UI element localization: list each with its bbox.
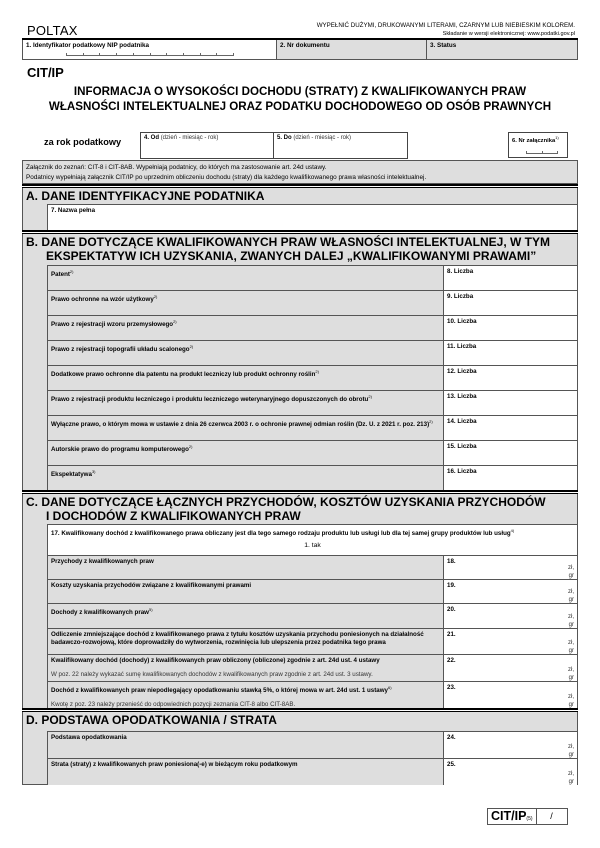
info-line-1: Załącznik do zeznań: CIT-8 i CIT-8AB. Wypełniają podatnicy, do których ma zastosowanie art. 24d ustawy. [26, 164, 327, 171]
count-field-14[interactable]: 14. Liczba [444, 416, 577, 440]
instruction-line-1: WYPEŁNIĆ DUŻYMI, DRUKOWANYMI LITERAMI, CZARNYM LUB NIEBIESKIM KOLOREM. [316, 22, 575, 29]
count-field-12[interactable]: 12. Liczba [444, 366, 577, 390]
full-name-field[interactable] [47, 204, 577, 230]
count-field-15[interactable]: 15. Liczba [444, 441, 577, 465]
ip-rights-list [47, 265, 577, 490]
ip-row-industrial-design: Prawo z rejestracji wzoru przemysłowego$^{2)}$ 10. Liczba [47, 315, 577, 340]
attachment-number-ticks [526, 151, 558, 154]
date-from-field[interactable] [140, 132, 274, 159]
option-yes-checkbox[interactable]: 1. tak [304, 542, 321, 550]
tax-base-rows [47, 731, 577, 785]
full-name-label: 7. Nazwa pełna [51, 207, 96, 214]
instruction-line-2: Składanie w wersji elektronicznej: www.podatki.gov.pl [442, 31, 575, 37]
amount-field-24[interactable]: 24. zł, gr [444, 732, 577, 758]
ip-row-patent: Patent$^{2)}$ 8. Liczba [47, 265, 577, 290]
status-field [427, 40, 577, 59]
attachment-number-label: 6. Nr załącznika [512, 137, 556, 144]
section-d [22, 712, 578, 785]
info-line-2: Podatnicy wypełniają załącznik CIT/IP po uprzednim obliczeniu dochodu (straty) dla każdego kwalifikowanego prawa własności intelektualnej. [26, 174, 427, 181]
qualified-income-method-field: 17. Kwalifikowany dochód z kwalifikowanego prawa obliczany jest dla tego samego rodzaju produktu lub usługi lub dla tej samej grupy produktów lub usług$^{4)}$ 1. tak [47, 524, 577, 555]
count-field-11[interactable]: 11. Liczba [444, 341, 577, 365]
tax-year-label: za rok podatkowy [44, 137, 122, 147]
document-number-label: 2. Nr dokumentu [280, 42, 330, 49]
ip-row-supplementary-protection: Dodatkowe prawo ochronne dla patentu na produkt leczniczy lub produkt ochronny roślin$^{2)}$ 12. Liczba [47, 365, 577, 390]
page-number: / [550, 811, 553, 821]
fill-instructions [317, 22, 575, 38]
section-d-title: D. PODSTAWA OPODATKOWANIA / STRATA [26, 713, 277, 727]
amount-field-22[interactable]: 22. zł, gr [444, 655, 577, 681]
date-from-hint: (dzień - miesiąc - rok) [160, 135, 219, 141]
section-b-title: B. DANE DOTYCZĄCE KWALIFIKOWANYCH PRAW WŁASNOŚCI INTELEKTUALNEJ, W TYM EKSPEKTATYW ICH UZYSKANIA, ZWANYCH DALEJ „KWALIFIKOWANYMI PRAWAMI” [26, 235, 550, 263]
attachment-number-field[interactable]: 6. Nr załącznika$^{1)}$ [508, 132, 568, 158]
amount-field-23[interactable]: 23. zł, gr [444, 682, 577, 708]
income-row-costs: Koszty uzyskania przychodów związane z kwalifikowanymi prawami 19. zł, gr [47, 579, 577, 603]
amount-field-21[interactable]: 21. zł, gr [444, 629, 577, 654]
count-field-9[interactable]: 9. Liczba [444, 291, 577, 315]
ip-row-plant-variety: Wyłączne prawo, o którym mowa w ustawie z dnia 26 czerwca 2003 r. o ochronie prawnej odmian roślin (Dz. U. z 2021 r. poz. 213)$^{2)}$ 14. Liczba [47, 415, 577, 440]
income-row-revenue: Przychody z kwalifikowanych praw 18. zł, gr [47, 555, 577, 579]
form-main-title: INFORMACJA O WYSOKOŚCI DOCHODU (STRATY) Z KWALIFIKOWANYCH PRAW WŁASNOŚCI INTELEKTUALNEJ ORAZ PODATKU DOCHODOWEGO OD OSÓB PRAWNYCH [48, 85, 552, 113]
status-label: 3. Status [430, 42, 457, 49]
date-to-hint: (dzień - miesiąc - rok) [293, 135, 352, 141]
ip-row-topography: Prawo z rejestracji topografii układu scalonego$^{2)}$ 11. Liczba [47, 340, 577, 365]
income-row-non-taxable: Dochód z kwalifikowanych praw niepodlegający opodatkowaniu stawką 5%, o której mowa w art. 24d ust. 1 ustawy$^{6)}$ Kwotę z poz. 23 należy przenieść do odpowiednich pozycji zeznania CIT-8 albo CIT-8AB. 23. zł, gr [47, 681, 577, 708]
section-b [22, 234, 578, 490]
header-fields-row [22, 40, 578, 60]
tax-base-row: Podstawa opodatkowania 24. zł, gr [47, 731, 577, 758]
nip-field[interactable] [23, 40, 277, 59]
loss-row: Strata (straty) z kwalifikowanych praw poniesiona(-e) w bieżącym roku podatkowym 25. zł, gr [47, 758, 577, 785]
ip-row-expectancy: Ekspektatywa$^{3)}$ 16. Liczba [47, 465, 577, 490]
date-from-label: 4. Od [144, 135, 160, 141]
income-row-qualified-income: Kwalifikowany dochód (dochody) z kwalifikowanych praw obliczony (obliczone) zgodnie z art. 24d ust. 4 ustawy W poz. 22 należy wykazać sumę kwalifikowanych dochodów z kwalifikowanych praw zgodnie z art. 24d ust. 3 ustawy. 22. zł, gr [47, 654, 577, 681]
ip-row-utility-model: Prawo ochronne na wzór użytkowy$^{2)}$ 9. Liczba [47, 290, 577, 315]
income-row-rd-deduction: Odliczenie zmniejszające dochód z kwalifikowanego prawa z tytułu kosztów uzyskania przychodu poniesionych na działalność badawczo-rozwojową, które doprowadziły do wytworzenia, rozwinięcia lub ulepszenia przez podatnika tego prawa 21. zł, gr [47, 628, 577, 654]
nip-label: 1. Identyfikator podatkowy NIP podatnika [26, 42, 150, 49]
section-a [22, 188, 578, 230]
footer-form-code: CIT/IP(5) / [487, 808, 568, 825]
amount-field-20[interactable]: 20. zł, gr [444, 604, 577, 628]
section-a-title: A. DANE IDENTYFIKACYJNE PODATNIKA [26, 189, 265, 203]
nip-digit-ticks [66, 53, 234, 56]
section-c [22, 494, 578, 708]
amount-field-18[interactable]: 18. zł, gr [444, 556, 577, 579]
count-field-10[interactable]: 10. Liczba [444, 316, 577, 340]
date-to-label: 5. Do [277, 135, 292, 141]
amount-field-25[interactable]: 25. zł, gr [444, 759, 577, 785]
count-field-8[interactable]: 8. Liczba [444, 266, 577, 290]
income-row-income: Dochody z kwalifikowanych praw$^{5)}$ 20. zł, gr [47, 603, 577, 628]
form-info-box [22, 160, 578, 184]
date-to-field[interactable] [273, 132, 408, 159]
section-c-title: C. DANE DOTYCZĄCE ŁĄCZNYCH PRZYCHODÓW, KOSZTÓW UZYSKANIA PRZYCHODÓW I DOCHODÓW Z KWALIFIKOWANYCH PRAW [26, 495, 546, 523]
document-number-field [277, 40, 427, 59]
ip-row-software-copyright: Autorskie prawo do programu komputerowego$^{2)}$ 15. Liczba [47, 440, 577, 465]
amount-field-19[interactable]: 19. zł, gr [444, 580, 577, 603]
count-field-16[interactable]: 16. Liczba [444, 466, 577, 490]
count-field-13[interactable]: 13. Liczba [444, 391, 577, 415]
income-rows [47, 555, 577, 708]
ip-row-medicinal-product: Prawo z rejestracji produktu leczniczego i produktu leczniczego weterynaryjnego dopuszczonych do obrotu$^{2)}$ 13. Liczba [47, 390, 577, 415]
form-code-title: CIT/IP [27, 65, 64, 80]
poltax-brand: POLTAX [27, 23, 78, 38]
